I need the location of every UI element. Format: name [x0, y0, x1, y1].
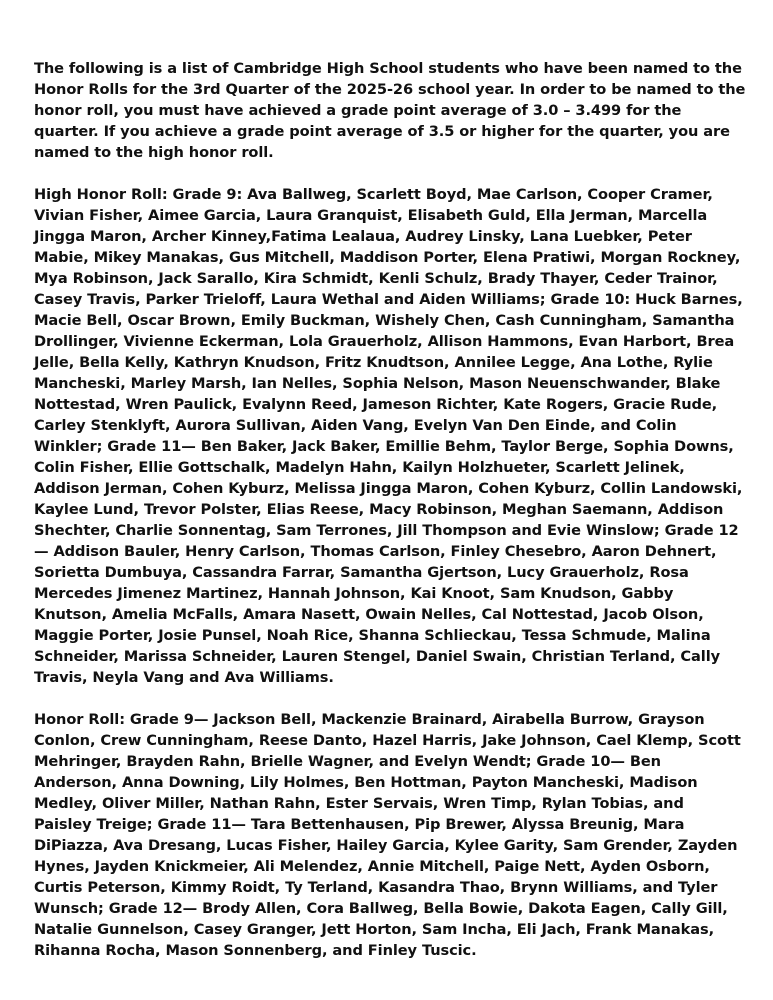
- document-page: [34, 58, 746, 982]
- intro-paragraph: The following is a list of Cambridge High School students who have been named to the Honor Rolls for the 3rd Quarter of the 2025-26 school year. In order to be named to the honor roll, you must have achieved a grade point average of 3.0 – 3.499 for the quarter. If you achieve a grade point average of 3.5 or higher for the quarter, you are named to the high honor roll.: [34, 60, 746, 161]
- high-honor-roll-paragraph: High Honor Roll: Grade 9: Ava Ballweg, Scarlett Boyd, Mae Carlson, Cooper Cramer, Vivian Fisher, Aimee Garcia, Laura Granquist, Elisabeth Guld, Ella Jerman, Marcella Jingga Maron, Archer Kinney,Fatima Lealaua, Audrey Linsky, Lana Luebker, Peter Mabie, Mikey Manakas, Gus Mitchell, Maddison Porter, Elena Pratiwi, Morgan Rockney, Mya Robinson, Jack Sarallo, Kira Schmidt, Kenli Schulz, Brady Thayer, Ceder Trainor, Casey Travis, Parker Trieloff, Laura Wethal and Aiden Williams; Grade 10: Huck Barnes, Macie Bell, Oscar Brown, Emily Buckman, Wishely Chen, Cash Cunningham, Samantha Drollinger, Vivienne Eckerman, Lola Grauerholz, Allison Hammons, Evan Harbort, Brea Jelle, Bella Kelly, Kathryn Knudson, Fritz Knudtson, Annilee Legge, Ana Lothe, Rylie Mancheski, Marley Marsh, Ian Nelles, Sophia Nelson, Mason Neuenschwander, Blake Nottestad, Wren Paulick, Evalynn Reed, Jameson Richter, Kate Rogers, Gracie Rude, Carley Stenklyft, Aurora Sullivan, Aiden Vang, Evelyn Van Den Einde, and Colin Winkler; Grade 11— Ben Baker, Jack Baker, Emillie Behm, Taylor Berge, Sophia Downs, Colin Fisher, Ellie Gottschalk, Madelyn Hahn, Kailyn Holzhueter, Scarlett Jelinek, Addison Jerman, Cohen Kyburz, Melissa Jingga Maron, Cohen Kyburz, Collin Landowski, Kaylee Lund, Trevor Polster, Elias Reese, Macy Robinson, Meghan Saemann, Addison Shechter, Charlie Sonnentag, Sam Terrones, Jill Thompson and Evie Winslow; Grade 12— Addison Bauler, Henry Carlson, Thomas Carlson, Finley Chesebro, Aaron Dehnert, Sorietta Dumbuya, Cassandra Farrar, Samantha Gjertson, Lucy Grauerholz, Rosa Mercedes Jimenez Martinez, Hannah Johnson, Kai Knoot, Sam Knudson, Gabby Knutson, Amelia McFalls, Amara Nasett, Owain Nelles, Cal Nottestad, Jacob Olson, Maggie Porter, Josie Punsel, Noah Rice, Shanna Schlieckau, Tessa Schmude, Malina Schneider, Marissa Schneider, Lauren Stengel, Daniel Swain, Christian Terland, Cally Travis, Neyla Vang and Ava Williams.: [34, 186, 743, 686]
- honor-roll-paragraph: Honor Roll: Grade 9— Jackson Bell, Mackenzie Brainard, Airabella Burrow, Grayson Conlon, Crew Cunningham, Reese Danto, Hazel Harris, Jake Johnson, Cael Klemp, Scott Mehringer, Brayden Rahn, Brielle Wagner, and Evelyn Wendt; Grade 10— Ben Anderson, Anna Downing, Lily Holmes, Ben Hottman, Payton Mancheski, Madison Medley, Oliver Miller, Nathan Rahn, Ester Servais, Wren Timp, Rylan Tobias, and Paisley Treige; Grade 11— Tara Bettenhausen, Pip Brewer, Alyssa Breunig, Mara DiPiazza, Ava Dresang, Lucas Fisher, Hailey Garcia, Kylee Garity, Sam Grender, Zayden Hynes, Jayden Knickmeier, Ali Melendez, Annie Mitchell, Paige Nett, Ayden Osborn, Curtis Peterson, Kimmy Roidt, Ty Terland, Kasandra Thao, Brynn Williams, and Tyler Wunsch; Grade 12— Brody Allen, Cora Ballweg, Bella Bowie, Dakota Eagen, Cally Gill, Natalie Gunnelson, Casey Granger, Jett Horton, Sam Incha, Eli Jach, Frank Manakas, Rihanna Rocha, Mason Sonnenberg, and Finley Tuscic.: [34, 711, 741, 959]
